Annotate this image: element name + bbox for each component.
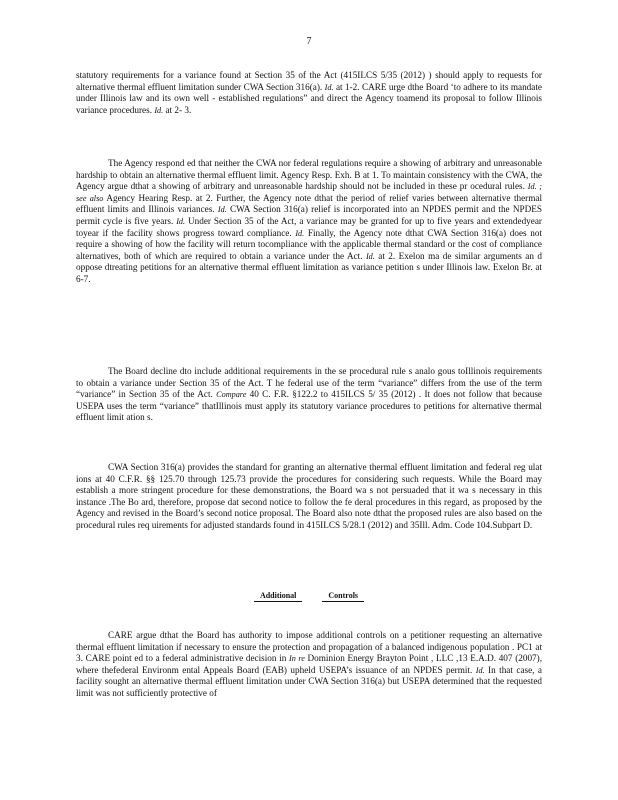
- citation-id: Id.: [176, 216, 186, 226]
- paragraph-board-declined: [76, 366, 542, 424]
- text-run: Finally, the Agency note dthat CWA Section 316(a) does not require a showing of how the facility will return tocompliance with the applicable thermal standard or the cost of compliance alternatives, both of which are required to obtain a variance under the Act.: [76, 227, 542, 261]
- text-run: CWA Section 316(a) provides the standard for granting an alternative thermal effluent limitation and federal reg ulat ions at 40 C.F.R. §§ 125.70 through 125.73 provide the procedures for considering such requests. While the Board may establish a more stringent procedure for these demonstrations, the Board wa s not persuaded that it wa s necessary in this instance .The Bo ard, therefore, propose dat second notice to follow the fe deral procedures in this regard, as proposed by the Agency and revised in the Board’s second notice proposal. The Board also note dthat the proposed rules are also based on the procedural rules req uirements for adjusted standards found in 415ILCS 5/28.1 (2012) and 35Ill. Adm. Code 104.Subpart D.: [76, 462, 542, 530]
- text-run: CARE argue dthat the Board has authority to impose additional controls on a petitioner requesting an alternative thermal effluent limitation if necessary to ensure the protection and propagation of a balanced indigenous population . PC1 at 3. CARE point ed to a federal administrative decision in: [76, 630, 542, 664]
- citation-id-see-also: Id. ; see also: [76, 182, 543, 203]
- page-number: 7: [306, 36, 312, 47]
- citation-in-re: In re: [289, 654, 305, 664]
- citation-id: Id.: [365, 251, 375, 261]
- text-run: 40 C. F.R. §122.2 to 415ILCS 5/ 35 (2012) . It does not follow that because USEPA uses the term “variance” thatIllinois must apply its statutory variance procedures to petitions for alternative thermal effluent limit ation s.: [76, 389, 543, 423]
- text-run: statutory requirements for a variance found at Section 35 of the Act (415ILCS 5/35 (2012) ) should apply to requests for alternative thermal effluent limitation sunder CWA Section 316(a).: [76, 70, 542, 92]
- paragraph-statutory-requirements: [76, 70, 542, 116]
- paragraph-agency-response: [76, 158, 542, 286]
- text-run: at 2. Exelon ma de similar arguments an d oppose dtreating petitions for an alternative thermal effluent limitation as variance petition s under Illinois law. Exelon Br. at 6-7.: [76, 250, 542, 284]
- text-run: Agency Hearing Resp. at 2. Further, the Agency note dthat the period of relief varies between alternative thermal effluent limits and Illinois variances.: [76, 192, 542, 215]
- paragraph-cwa-standard: [76, 462, 542, 532]
- text-run: The Agency respond ed that neither the CWA nor federal regulations require a showing of arbitrary and unreasonable hardship to obtain an alternative thermal effluent limit. Agency Resp. Exh. B at 1. To maintain consistency with the CWA, the Agency argue dthat a showing of arbitrary and unreasonable hardship should not be included in these pr ocedural rules.: [76, 158, 542, 192]
- text-run: The Board decline dto include additional requirements in the se procedural rule s analo gous toIllinois requirements to obtain a variance under Section 35 of the Act. T he federal use of the term “variance” differs from the use of the term “variance” in Section 35 of the Act.: [76, 366, 542, 400]
- heading-word: Controls: [322, 591, 364, 602]
- text-run: Dominion Energy Brayton Point , LLC ,13 E.A.D. 407 (2007), where thefederal Environm ental Appeals Board (EAB) upheld USEPA’s issuance of an NPDES permit.: [76, 653, 542, 675]
- paragraph-care-argument: [76, 630, 542, 700]
- citation-id: Id.: [154, 105, 164, 115]
- citation-id: Id.: [217, 205, 227, 215]
- heading-word: Additional: [254, 591, 302, 602]
- text-run: CWA Section 316(a) relief is incorporated into an NPDES permit and the NPDES permit cycle is five years.: [76, 204, 542, 226]
- citation-id: Id.: [475, 665, 485, 675]
- text-run: at 1-2. CARE urge dthe Board ‘to adhere to its mandate under Illinois law and its own well - established regulations” and direct the Agency toamend its proposal to follow Illinois variance procedures.: [76, 81, 542, 115]
- text-run: Under Section 35 of the Act, a variance may be granted for up to five years and extendedyear toyear if the facility shows progress toward compliance.: [76, 215, 542, 238]
- citation-id: Id.: [295, 228, 305, 238]
- citation-id: Id.: [324, 82, 334, 92]
- citation-compare: Compare: [216, 390, 247, 400]
- text-run: In that case, a facility sought an alternative thermal effluent limitation under CWA Section 316(a) but USEPA determined that the requested limit was not sufficiently protective of: [76, 664, 542, 698]
- section-heading-additional-controls: [0, 591, 618, 602]
- text-run: at 2- 3.: [163, 104, 192, 115]
